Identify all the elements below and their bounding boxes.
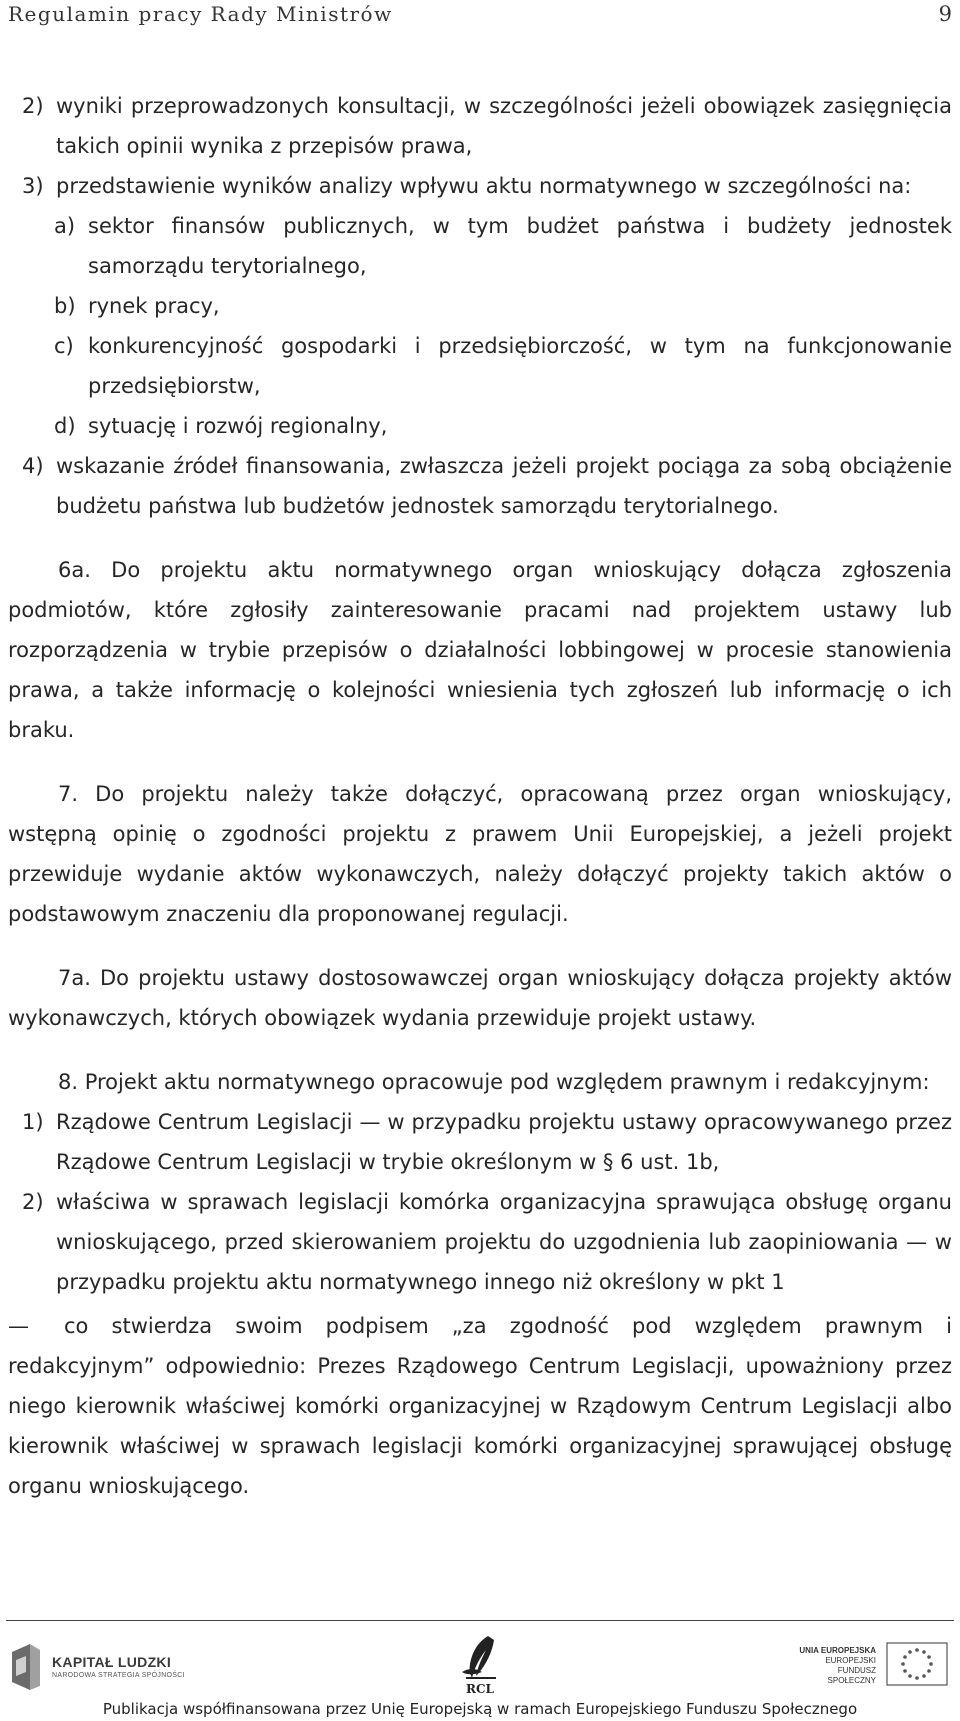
kapital-ludzki-subtitle: NARODOWA STRATEGIA SPÓJNOŚCI (52, 1672, 185, 1679)
running-header (8, 0, 952, 34)
list-item-text: sektor finansów publicznych, w tym budżet państwa i budżety jednostek samorządu terytorialnego, (88, 214, 952, 278)
list-marker: b) (54, 294, 76, 318)
list-marker: 2) (22, 1190, 44, 1214)
list-item (8, 86, 952, 166)
paragraph-8: 8. Projekt aktu normatywnego opracowuje pod względem prawnym i redakcyjnym: (58, 1070, 930, 1094)
list-marker: d) (54, 414, 76, 438)
closing-paragraph (8, 1306, 952, 1506)
page-number: 9 (938, 2, 952, 26)
eu-logo-line2: EUROPEJSKI (825, 1656, 876, 1665)
list-marker: 2) (22, 94, 44, 118)
list-item-text: przedstawienie wyników analizy wpływu aktu normatywnego w szczególności na: (56, 174, 912, 198)
list-marker: a) (54, 214, 76, 238)
running-title: Regulamin pracy Rady Ministrów (8, 2, 393, 26)
kapital-ludzki-logo (8, 1642, 198, 1694)
footer (0, 1622, 960, 1721)
paragraph-6a: 6a. Do projektu aktu normatywnego organ wnioskujący dołącza zgłoszenia podmiotów, które zgłosiły zainteresowanie pracami nad projektem ustawy lub rozporządzenia w trybie przepisów o działalności lobbingowej w procesie stanowienia prawa, a także informację o kolejności wniesienia tych zgłoszeń lub informację o ich braku. (8, 558, 952, 742)
page-content (8, 86, 952, 1506)
list-item (8, 1182, 952, 1302)
list-item (8, 446, 952, 526)
rcl-logo-text: RCL (466, 1682, 494, 1696)
eu-logo-text (790, 1646, 876, 1686)
list-item (8, 1102, 952, 1182)
closing-text: co stwierdza swoim podpisem „za zgodność pod względem prawnym i redakcyjnym” odpowiednio: Prezes Rządowego Centrum Legislacji, upoważniony przez niego kierownik właściwej komórki organizacyjnej w Rządowym Centrum Legislacji albo kierownik właściwej w sprawach legislacji komórki organizacyjnej sprawującej obsługę organu wnioskującego. (8, 1314, 952, 1498)
sub-list-item (8, 326, 952, 406)
list-item (8, 166, 952, 206)
list-item-text: wyniki przeprowadzonych konsultacji, w szczególności jeżeli obowiązek zasięgnięcia takich opinii wynika z przepisów prawa, (56, 94, 952, 158)
list-marker: 1) (22, 1110, 44, 1134)
sub-list-item (8, 206, 952, 286)
closing-dash: — (8, 1314, 29, 1338)
rcl-quill-icon (452, 1634, 508, 1682)
list-item-text: właściwa w sprawach legislacji komórka organizacyjna sprawująca obsługę organu wnioskującego, przed skierowaniem projektu do uzgodnienia lub zaopiniowania — w przypadku projektu aktu normatywnego innego niż określony w pkt 1 (56, 1190, 952, 1294)
sub-list-item (8, 286, 952, 326)
list-item-text: Rządowe Centrum Legislacji — w przypadku projektu ustawy opracowywanego przez Rządowe Centrum Legislacji w trybie określonym w § 6 ust. 1b, (56, 1110, 952, 1174)
list-marker: c) (54, 334, 74, 358)
list-marker: 3) (22, 174, 44, 198)
list-item-text: wskazanie źródeł finansowania, zwłaszcza jeżeli projekt pociąga za sobą obciążenie budżetu państwa lub budżetów jednostek samorządu terytorialnego. (56, 454, 952, 518)
sub-list-item (8, 406, 952, 446)
paragraph-7: 7. Do projektu należy także dołączyć, opracowaną przez organ wnioskujący, wstępną opinię o zgodności projektu z prawem Unii Europejskiej, a jeżeli projekt przewiduje wydanie aktów wykonawczych, należy dołączyć projekty takich aktów o podstawowym znaczeniu dla proponowanej regulacji. (8, 782, 952, 926)
eu-efs-logo (790, 1642, 952, 1692)
list-marker: 4) (22, 454, 44, 478)
list-item-text: konkurencyjność gospodarki i przedsiębiorczość, w tym na funkcjonowanie przedsiębiorstw, (88, 334, 952, 398)
eu-flag-icon (886, 1642, 948, 1686)
paragraph-7a: 7a. Do projektu ustawy dostosowawczej organ wnioskujący dołącza projekty aktów wykonawczych, których obowiązek wydania przewiduje projekt ustawy. (8, 966, 952, 1030)
footer-divider (6, 1620, 954, 1621)
kapital-ludzki-flag-icon (8, 1642, 42, 1692)
footer-caption: Publikacja współfinansowana przez Unię Europejską w ramach Europejskiego Funduszu Społecznego (102, 1700, 858, 1718)
eu-logo-line1: UNIA EUROPEJSKA (799, 1646, 876, 1655)
rcl-logo (452, 1634, 508, 1698)
kapital-ludzki-title: KAPITAŁ LUDZKI (52, 1654, 172, 1670)
list-item-text: sytuację i rozwój regionalny, (88, 414, 388, 438)
eu-logo-line3: FUNDUSZ SPOŁECZNY (827, 1666, 876, 1685)
list-item-text: rynek pracy, (88, 294, 220, 318)
